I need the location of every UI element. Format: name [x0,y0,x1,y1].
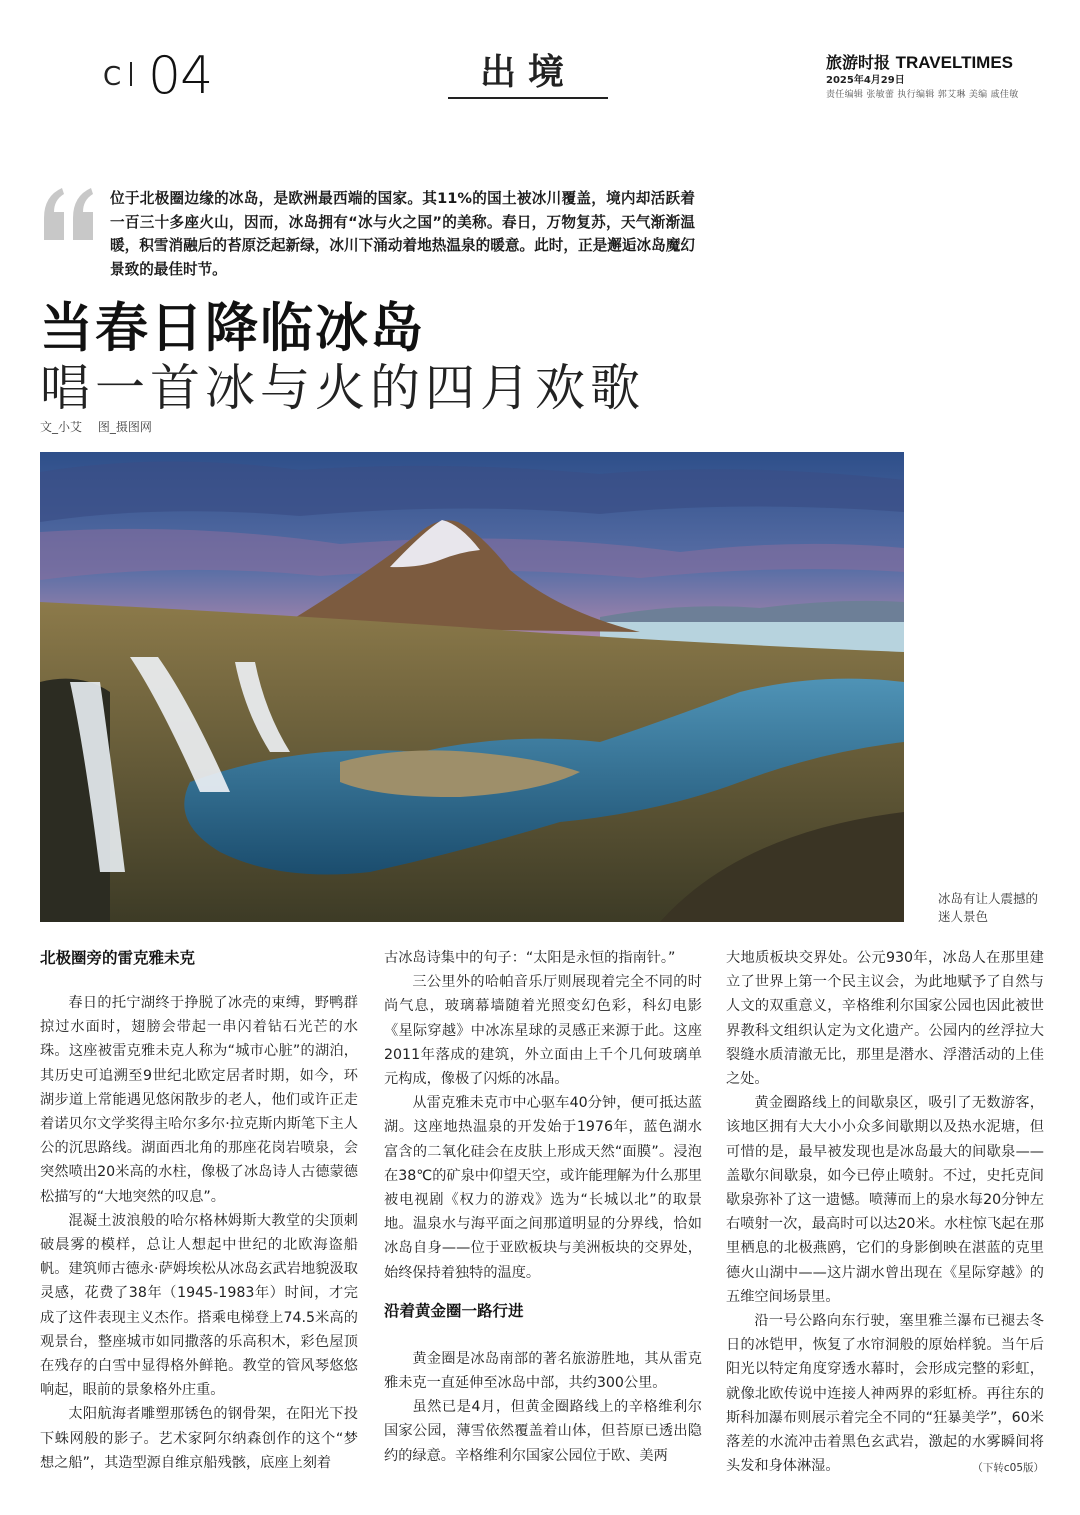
continued-note: （下转c05版） [972,1462,1044,1475]
article-column-1 [40,946,358,1475]
quote-mark-icon [40,178,98,248]
paragraph: 太阳航海者雕塑那锈色的钢骨架，在阳光下投下蛛网般的影子。艺术家阿尔纳森创作的这个“梦想之船”，其造型源自维京船残骸，底座上刻着 [40,1406,358,1471]
byline [40,418,152,435]
editor-credits: 责任编辑 张敏蕾 执行编辑 郭艾琳 美编 戚佳敏 [826,90,1019,100]
publication-date: 2025年4月29日 [826,75,905,86]
subheading-golden-circle: 沿着黄金圈一路行进 [384,1301,524,1320]
byline-photo: 图_摄图网 [97,420,152,434]
paragraph: 沿一号公路向东行驶，塞里雅兰瀑布已褪去冬日的冰铠甲，恢复了水帘洞般的原始样貌。当午后阳光以特定角度穿透水幕时，会形成完整的彩虹，就像北欧传说中连接人神两界的彩虹桥。再往东的斯科加瀑布则展示着完全不同的“狂暴美学”，60米落差的水流冲击着黑色玄武岩，激起的水雾瞬间将头发和身体淋湿。 [726,1313,1044,1475]
paragraph: 古冰岛诗集中的句子：“太阳是永恒的指南针。” [384,950,676,966]
headline-main: 当春日降临冰岛 [40,297,425,359]
photo-caption: 冰岛有让人震撼的迷人景色 [938,891,1039,924]
paragraph: 大地质板块交界处。公元930年，冰岛人在那里建立了世界上第一个民主议会，为此地赋予了自然与人文的双重意义，辛格维利尔国家公园也因此被世界教科文组织认定为文化遗产。公园内的丝浮拉大裂缝水质清澈无比，那里是潜水、浮潜活动的上佳之处。 [726,950,1044,1088]
paragraph: 虽然已是4月，但黄金圈路线上的辛格维利尔国家公园，薄雪依然覆盖着山体，但苔原已透出隐约的绿意。辛格维利尔国家公园位于欧、美两 [384,1399,702,1464]
section-title: 出境 [479,51,576,93]
headline-sub: 唱一首冰与火的四月欢歌 [40,359,645,417]
section-divider [130,62,132,86]
paragraph: 黄金圈是冰岛南部的著名旅游胜地，其从雷克雅未克一直延伸至冰岛中部，共约300公里。 [384,1350,702,1392]
brand-name-cn: 旅游时报 [826,53,891,72]
section-code: C [103,62,125,92]
paragraph: 混凝土波浪般的哈尔格林姆斯大教堂的尖顶刺破晨雾的模样，总让人想起中世纪的北欧海盗船帆。建筑师古德永·萨姆埃松从冰岛玄武岩地貌汲取灵感，花费了38年（1945-1983年）时间，才完成了这件表现主义杰作。搭乘电梯登上74.5米高的观景台，整座城市如同撒落的乐高积木，彩色屋顶在残存的白雪中显得格外鲜艳。教堂的管风琴悠悠响起，眼前的景象格外庄重。 [40,1212,358,1399]
paragraph: 三公里外的哈帕音乐厅则展现着完全不同的时尚气息，玻璃幕墙随着光照变幻色彩，科幻电影《星际穿越》中冰冻星球的灵感正来源于此。这座2011年落成的建筑，外立面由上千个几何玻璃单元构成，像极了闪烁的冰晶。 [384,974,702,1088]
article-column-2 [384,946,702,1468]
newspaper-masthead [826,50,1013,73]
paragraph: 黄金圈路线上的间歇泉区，吸引了无数游客，该地区拥有大大小小众多间歇期以及热水泥塘，但可惜的是，最早被发现也是冰岛最大的间歇泉——盖歇尔间歇泉，如今已停止喷射。不过，史托克间歇泉弥补了这一遗憾。喷薄而上的泉水每20分钟左右喷射一次，最高时可以达20米。水柱惊飞起在那里栖息的北极燕鸥，它们的身影倒映在湛蓝的克里德火山湖中——这片湖水曾出现在《星际穿越》的五维空间场景里。 [726,1095,1044,1305]
article-column-3 [726,946,1044,1481]
paragraph: 春日的托宁湖终于挣脱了冰壳的束缚，野鸭群掠过水面时，翅膀会带起一串闪着钻石光芒的水珠。这座被雷克雅未克人称为“城市心脏”的湖泊，其历史可追溯至9世纪北欧定居者时期，如今，环湖步道上常能遇见悠闲散步的老人，他们或许正走着诺贝尔文学奖得主哈尔多尔·拉克斯内斯笔下主人公的沉思路线。湖面西北角的那座花岗岩喷泉，会突然喷出20米高的水柱，像极了冰岛诗人古德蒙德松描写的“大地突然的叹息”。 [40,995,358,1205]
byline-author: 文_小艾 [40,420,83,434]
section-title-underline [448,97,608,99]
article-lead: 位于北极圈边缘的冰岛，是欧洲最西端的国家。其11%的国土被冰川覆盖，境内却活跃着一百三十多座火山，因而，冰岛拥有“冰与火之国”的美称。春日，万物复苏，天气渐渐温暖，积雪消融后的苔原泛起新绿，冰川下涌动着地热温泉的暖意。此时，正是邂逅冰岛魔幻景致的最佳时节。 [110,190,695,278]
brand-name-en: TRAVELTIMES [895,53,1014,72]
page-number: 04 [148,46,213,106]
paragraph: 从雷克雅未克市中心驱车40分钟，便可抵达蓝湖。这座地热温泉的开发始于1976年，蓝色湖水富含的二氧化硅会在皮肤上形成天然“面膜”。浸泡在38℃的矿泉中仰望天空，或许能理解为什么那里被电视剧《权力的游戏》选为“长城以北”的取景地。温泉水与海平面之间那道明显的分界线，恰如冰岛自身——位于亚欧板块与美洲板块的交界处，始终保持着独特的温度。 [384,1095,702,1281]
landscape-photo [40,452,904,922]
subheading-reykjavik: 北极圈旁的雷克雅未克 [40,949,196,967]
